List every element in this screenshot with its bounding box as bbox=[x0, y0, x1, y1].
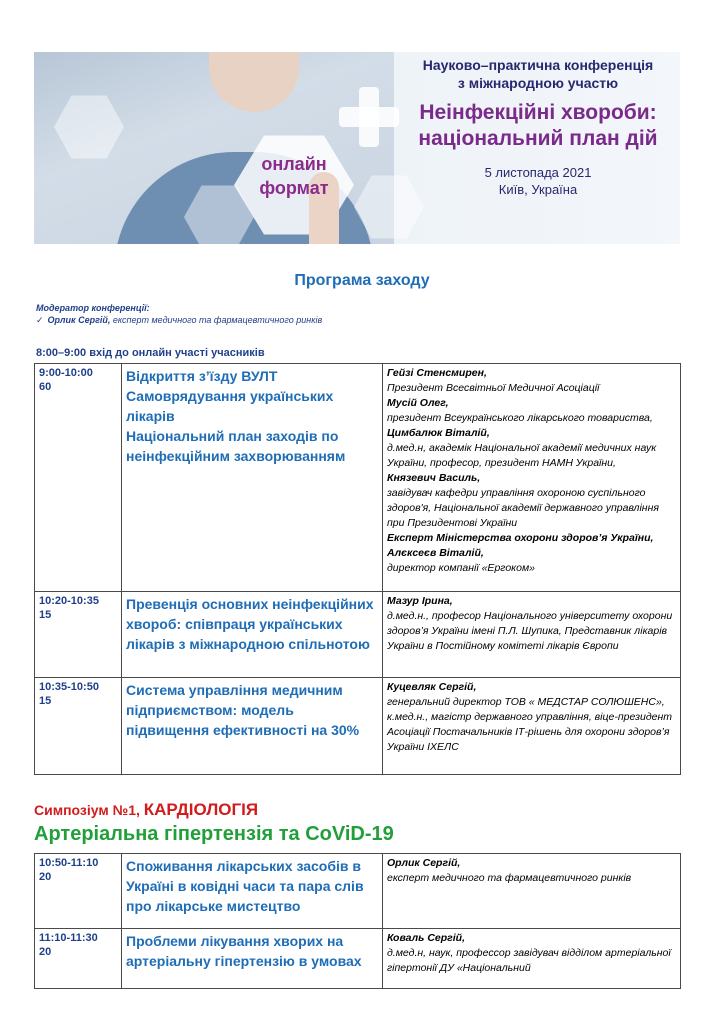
conference-city: Київ, Україна bbox=[498, 182, 578, 197]
moderator-name: Орлик Сергій, bbox=[47, 315, 111, 325]
speaker-name: Куцевляк Сергій, bbox=[387, 681, 477, 693]
session-speakers bbox=[383, 854, 681, 929]
conference-title-line2: національний план дій bbox=[418, 127, 658, 150]
topic-line: Національний план заходів по неінфекційним захворюванням bbox=[126, 428, 346, 464]
program-title: Програма заходу bbox=[294, 272, 430, 289]
speaker-name: Орлик Сергій, bbox=[387, 857, 461, 869]
conference-type-line2: з міжнародною участю bbox=[457, 75, 619, 91]
speaker-name: Цимбалюк Віталій, bbox=[387, 427, 490, 439]
symposium-title: Артеріальна гіпертензія та CoViD-19 bbox=[34, 823, 394, 845]
duration-minutes: 60 bbox=[39, 381, 52, 393]
conference-type bbox=[404, 56, 672, 92]
speaker-role: д.мед.н., професор Національного університету охорони здоров’я України імені П.Л. Шупика, Представник лікарів України в Постійному комітеті лікарів Європи bbox=[387, 610, 673, 652]
speaker-role: генеральний директор ТОВ « МЕДСТАР СОЛЮШЕНС», к.мед.н., магістр державного управління, віце-президент Асоціації Постачальників ІТ-рішень для охорони здоров’я України ІХЕЛС bbox=[387, 696, 673, 753]
speaker-name: Гейзі Стенсмирен, bbox=[387, 367, 487, 379]
conference-title-line1: Неінфекційні хвороби: bbox=[419, 101, 657, 124]
entry-time-line: 8:00–9:00 вхід до онлайн участі учасників bbox=[36, 347, 265, 359]
online-line2: формат bbox=[259, 178, 329, 198]
program-table bbox=[34, 363, 681, 775]
session-row bbox=[35, 364, 681, 592]
time-range: 10:50-11:10 bbox=[39, 857, 99, 869]
speaker-name: Експерт Міністерства охорони здоров’я України, bbox=[387, 532, 654, 544]
session-row bbox=[35, 592, 681, 678]
speaker-name: Мазур Ірина, bbox=[387, 595, 453, 607]
speaker-role: Президент Всесвітньої Медичної Асоціації bbox=[387, 382, 600, 394]
duration-minutes: 15 bbox=[39, 609, 52, 621]
moderator-block bbox=[36, 303, 322, 326]
moderator-role: експерт медичного та фармацевтичного ринків bbox=[110, 315, 323, 325]
banner-photo bbox=[34, 52, 394, 244]
session-speakers bbox=[383, 678, 681, 775]
online-format-label bbox=[234, 152, 354, 200]
speaker-role: експерт медичного та фармацевтичного ринків bbox=[387, 872, 632, 884]
session-topic bbox=[122, 854, 383, 929]
session-time bbox=[35, 929, 122, 989]
time-range: 11:10-11:30 bbox=[39, 932, 98, 944]
conference-banner bbox=[34, 52, 680, 244]
session-topic bbox=[122, 678, 383, 775]
symposium-name: КАРДІОЛОГІЯ bbox=[143, 800, 259, 819]
topic-line: Превенція основних неінфекційних хвороб: співпраця українських лікарів з міжнародною спільнотою bbox=[126, 596, 374, 652]
session-row bbox=[35, 854, 681, 929]
session-speakers bbox=[383, 592, 681, 678]
duration-minutes: 15 bbox=[39, 695, 52, 707]
conference-date: 5 листопада 2021 bbox=[484, 165, 592, 180]
topic-line: Відкриття з’їзду ВУЛТ bbox=[126, 368, 278, 384]
banner-text bbox=[404, 56, 672, 198]
session-time bbox=[35, 678, 122, 775]
time-range: 10:35-10:50 bbox=[39, 681, 99, 693]
time-range: 10:20-10:35 bbox=[39, 595, 99, 607]
session-topic bbox=[122, 592, 383, 678]
symposium-heading bbox=[34, 800, 258, 820]
online-line1: онлайн bbox=[261, 154, 327, 174]
conference-title bbox=[404, 100, 672, 152]
speaker-name: Коваль Сергій, bbox=[387, 932, 466, 944]
duration-minutes: 20 bbox=[39, 871, 52, 883]
topic-line: Проблеми лікування хворих на артеріальну гіпертензію в умовах bbox=[126, 933, 362, 969]
speaker-name: Мусій Олег, bbox=[387, 397, 449, 409]
speaker-role: д.мед.н, наук, профессор завідувач відділом артеріальної гіпертонії ДУ «Національний bbox=[387, 947, 671, 974]
medical-cross-icon bbox=[339, 87, 399, 147]
session-row bbox=[35, 929, 681, 989]
conference-date-place bbox=[404, 164, 672, 198]
speaker-role: завідувач кафедри управління охороною суспільного здоров'я, Національної академії державного управління при Президентові України bbox=[387, 487, 659, 529]
session-speakers bbox=[383, 929, 681, 989]
checkmark-icon: ✓ bbox=[36, 315, 44, 325]
topic-line: Споживання лікарських засобів в Україні в ковідні часи та пара слів про лікарське мистецтво bbox=[126, 858, 364, 914]
session-time bbox=[35, 364, 122, 592]
session-topic bbox=[122, 364, 383, 592]
symposium-table bbox=[34, 853, 681, 989]
topic-line: Система управління медичним підприємством: модель підвищення ефективності на 30% bbox=[126, 682, 360, 738]
speaker-name: Алєксеєв Віталій, bbox=[387, 547, 484, 559]
hexagon-icon bbox=[54, 92, 124, 162]
session-time bbox=[35, 854, 122, 929]
session-time bbox=[35, 592, 122, 678]
session-speakers bbox=[383, 364, 681, 592]
session-row bbox=[35, 678, 681, 775]
moderator-row bbox=[36, 315, 322, 326]
doctor-head bbox=[209, 52, 299, 112]
session-topic bbox=[122, 929, 383, 989]
moderator-label: Модератор конференції: bbox=[36, 303, 150, 313]
time-range: 9:00-10:00 bbox=[39, 367, 93, 379]
speaker-role: президент Всеукраїнського лікарського товариства, bbox=[387, 412, 653, 424]
speaker-role: директор компанії «Ергоком» bbox=[387, 562, 536, 574]
duration-minutes: 20 bbox=[39, 946, 52, 958]
speaker-role: д.мед.н, академік Національної академії медичних наук України, професор, президент НАМН України, bbox=[387, 442, 657, 469]
conference-type-line1: Науково–практична конференція bbox=[422, 57, 654, 73]
symposium-number: Симпозіум №1, bbox=[34, 802, 144, 818]
speaker-name: Князевич Василь, bbox=[387, 472, 481, 484]
topic-line: Самоврядування українських лікарів bbox=[126, 388, 334, 424]
